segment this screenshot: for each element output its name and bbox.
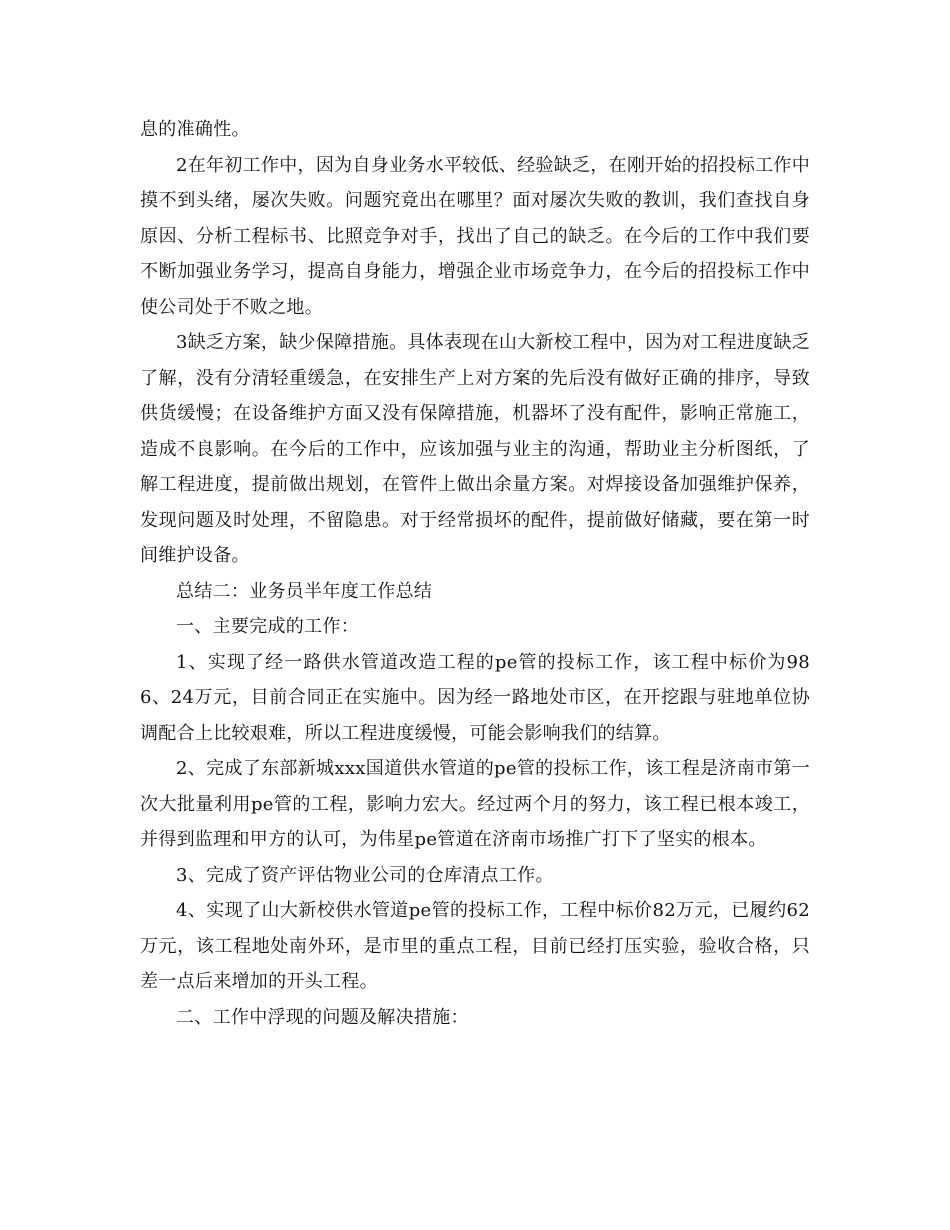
section-title-summary-two: 总结二：业务员半年度工作总结	[176, 580, 433, 602]
work-item-1: 1、实现了经一路供水管道改造工程的pe管的投标工作，该工程中标价为986、24万元，目前合同正在实施中。因为经一路地处市区，在开挖跟与驻地单位协调配合上比较艰难，所以工程进度缓慢，可能会影响我们的结算。	[140, 651, 810, 744]
section-heading-main-work: 一、主要完成的工作：	[176, 616, 359, 637]
section-heading-problems: 二、工作中浮现的问题及解决措施：	[176, 1006, 469, 1028]
paragraph-item-2: 2在年初工作中，因为自身业务水平较低、经验缺乏，在刚开始的招投标工作中摸不到头绪，屡次失败。问题究竟出在哪里？面对屡次失败的教训，我们查找自身原因、分析工程标书、比照竞争对手，找出了自己的缺乏。在今后的工作中我们要不断加强业务学习，提高自身能力，增强企业市场竞争力，在今后的招投标工作中使公司处于不败之地。	[140, 154, 810, 318]
work-item-2: 2、完成了东部新城xxx国道供水管道的pe管的投标工作，该工程是济南市第一次大批量利用pe管的工程，影响力宏大。经过两个月的努力，该工程已根本竣工，并得到监理和甲方的认可，为伟星pe管道在济南市场推广打下了坚实的根本。	[140, 758, 810, 850]
paragraph-item-3: 3缺乏方案，缺少保障措施。具体表现在山大新校工程中，因为对工程进度缺乏了解，没有分清轻重缓急，在安排生产上对方案的先后没有做好正确的排序，导致供货缓慢；在设备维护方面又没有保障措施，机器坏了没有配件，影响正常施工，造成不良影响。在今后的工作中，应该加强与业主的沟通，帮助业主分析图纸，了解工程进度，提前做出规划，在管件上做出余量方案。对焊接设备加强维护保养，发现问题及时处理，不留隐患。对于经常损坏的配件，提前做好储藏，要在第一时间维护设备。	[140, 332, 810, 566]
document-body	[140, 112, 810, 1035]
work-item-4: 4、实现了山大新校供水管道pe管的投标工作，工程中标价82万元，已履约62万元，该工程地处南外环，是市里的重点工程，目前已经打压实验，验收合格，只差一点后来增加的开头工程。	[140, 900, 810, 992]
work-item-3: 3、完成了资产评估物业公司的仓库清点工作。	[176, 864, 554, 886]
paragraph-continuation: 息的准确性。	[140, 119, 250, 140]
